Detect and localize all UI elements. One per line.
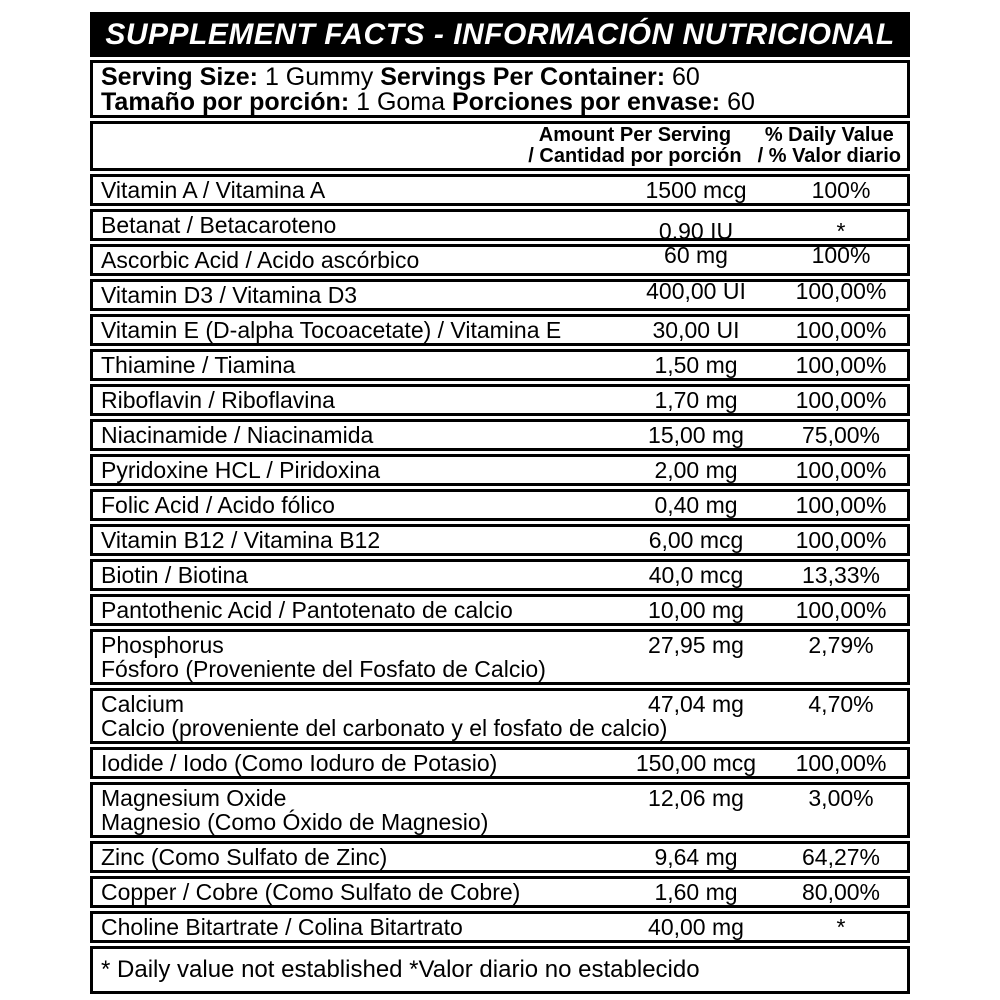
nutrient-amount: 150,00 mcg [635,750,757,776]
nutrient-row [90,629,910,685]
nutrient-row [90,594,910,626]
page-title: SUPPLEMENT FACTS - INFORMACIÓN NUTRICIONAL [105,17,895,51]
nutrient-dv: * [836,914,846,940]
nutrient-name: Copper / Cobre (Como Sulfato de Cobre) [101,879,521,905]
nutrient-name: Vitamin B12 / Vitamina B12 [101,527,381,553]
nutrient-dv: 100,00% [795,317,887,343]
nutrient-row [90,209,910,244]
serving-segment: Porciones por envase: [451,88,721,116]
nutrient-name: Zinc (Como Sulfato de Zinc) [101,844,388,870]
nutrient-rows [90,174,910,943]
nutrient-name: Niacinamide / Niacinamida [101,422,374,448]
nutrient-dv: 13,33% [801,562,880,588]
serving-info [90,60,910,118]
amount-column-header [528,125,741,167]
serving-segment: Serving Size: [101,63,258,91]
nutrient-dv: 4,70% [808,691,874,717]
nutrient-amount: 15,00 mg [648,422,744,448]
serving-segment: 60 [665,63,700,91]
nutrient-row [90,489,910,521]
nutrient-dv: 100% [811,242,871,268]
serving-segment: Tamaño por porción: [101,88,350,116]
nutrient-name: Thiamine / Tiamina [101,352,296,378]
nutrient-name: Vitamin A / Vitamina A [101,177,326,203]
nutrient-dv: 100,00% [795,597,887,623]
nutrient-dv: 100,00% [795,527,887,553]
dv-column-header [758,125,901,167]
serving-segment: 60 [720,88,755,116]
nutrient-name: Vitamin E (D-alpha Tocoacetate) / Vitamina E [101,317,562,343]
supplement-facts-label [90,12,910,994]
nutrient-amount: 9,64 mg [654,844,738,870]
nutrient-amount: 400,00 UI [646,278,746,304]
nutrient-dv: * [836,218,846,244]
serving-segment: Servings Per Container: [380,63,666,91]
nutrient-row [90,279,910,311]
nutrient-amount: 27,95 mg [648,632,744,658]
nutrient-row [90,314,910,346]
column-headers [90,121,910,171]
nutrient-name-secondary: Magnesio (Como Óxido de Magnesio) [101,809,489,835]
nutrient-amount: 1,70 mg [654,387,738,413]
nutrient-row [90,524,910,556]
nutrient-row [90,174,910,206]
nutrient-name: Pyridoxine HCL / Piridoxina [101,457,381,483]
nutrient-row [90,747,910,779]
nutrient-amount: 12,06 mg [648,785,744,811]
serving-segment: 1 Goma [349,88,452,116]
nutrient-amount: 10,00 mg [648,597,744,623]
nutrient-row [90,419,910,451]
nutrient-dv: 100,00% [795,750,887,776]
nutrient-name: Pantothenic Acid / Pantotenato de calcio [101,597,513,623]
serving-line [101,65,899,90]
nutrient-name: Magnesium Oxide [101,785,287,811]
nutrient-name: Ascorbic Acid / Acido ascórbico [101,247,420,273]
nutrient-name: Phosphorus [101,632,224,658]
nutrient-row [90,454,910,486]
nutrient-row [90,244,910,276]
nutrient-row [90,782,910,838]
title-bar [90,12,910,57]
nutrient-dv: 100,00% [795,492,887,518]
serving-segment: 1 Gummy [258,63,381,91]
nutrient-name-secondary: Calcio (proveniente del carbonato y el fosfato de calcio) [101,715,668,741]
amount-header-line2: / Cantidad por porción [528,145,742,167]
nutrient-dv: 75,00% [801,422,880,448]
nutrient-name: Riboflavin / Riboflavina [101,387,335,413]
nutrient-name: Choline Bitartrate / Colina Bitartrato [101,914,463,940]
nutrient-amount: 1,60 mg [654,879,738,905]
nutrient-row [90,384,910,416]
amount-header-line1: Amount Per Serving [538,124,732,146]
nutrient-amount: 1500 mcg [645,177,747,203]
nutrient-amount: 0,40 mg [654,492,738,518]
nutrient-amount: 2,00 mg [654,457,738,483]
nutrient-dv: 100,00% [795,278,887,304]
nutrient-name: Folic Acid / Acido fólico [101,492,335,518]
nutrient-row [90,349,910,381]
nutrient-name: Iodide / Iodo (Como Ioduro de Potasio) [101,750,498,776]
nutrient-amount: 40,0 mcg [648,562,744,588]
nutrient-dv: 100% [811,177,871,203]
nutrient-amount: 47,04 mg [648,691,744,717]
nutrient-dv: 80,00% [801,879,880,905]
dv-header-line2: / % Valor diario [757,145,901,167]
nutrient-dv: 64,27% [801,844,880,870]
nutrient-row [90,876,910,908]
nutrient-dv: 3,00% [808,785,874,811]
nutrient-row [90,841,910,873]
dv-header-line1: % Daily Value [764,124,894,146]
serving-line [101,90,899,115]
nutrient-dv: 2,79% [808,632,874,658]
nutrient-amount: 30,00 UI [652,317,740,343]
nutrient-row [90,559,910,591]
nutrient-name: Vitamin D3 / Vitamina D3 [101,282,358,308]
nutrient-amount: 6,00 mcg [648,527,744,553]
footnote: * Daily value not established *Valor diario no establecido [90,946,910,994]
nutrient-dv: 100,00% [795,387,887,413]
nutrient-amount: 0.90 IU [658,218,734,244]
nutrient-dv: 100,00% [795,457,887,483]
nutrient-dv: 100,00% [795,352,887,378]
nutrient-amount: 40,00 mg [648,914,744,940]
nutrient-amount: 1,50 mg [654,352,738,378]
nutrient-name: Biotin / Biotina [101,562,249,588]
nutrient-name: Calcium [101,691,185,717]
nutrient-amount: 60 mg [664,242,728,268]
nutrient-name-secondary: Fósforo (Proveniente del Fosfato de Calcio) [101,656,546,682]
nutrient-name: Betanat / Betacaroteno [101,212,337,238]
nutrient-row [90,688,910,744]
nutrient-row [90,911,910,943]
